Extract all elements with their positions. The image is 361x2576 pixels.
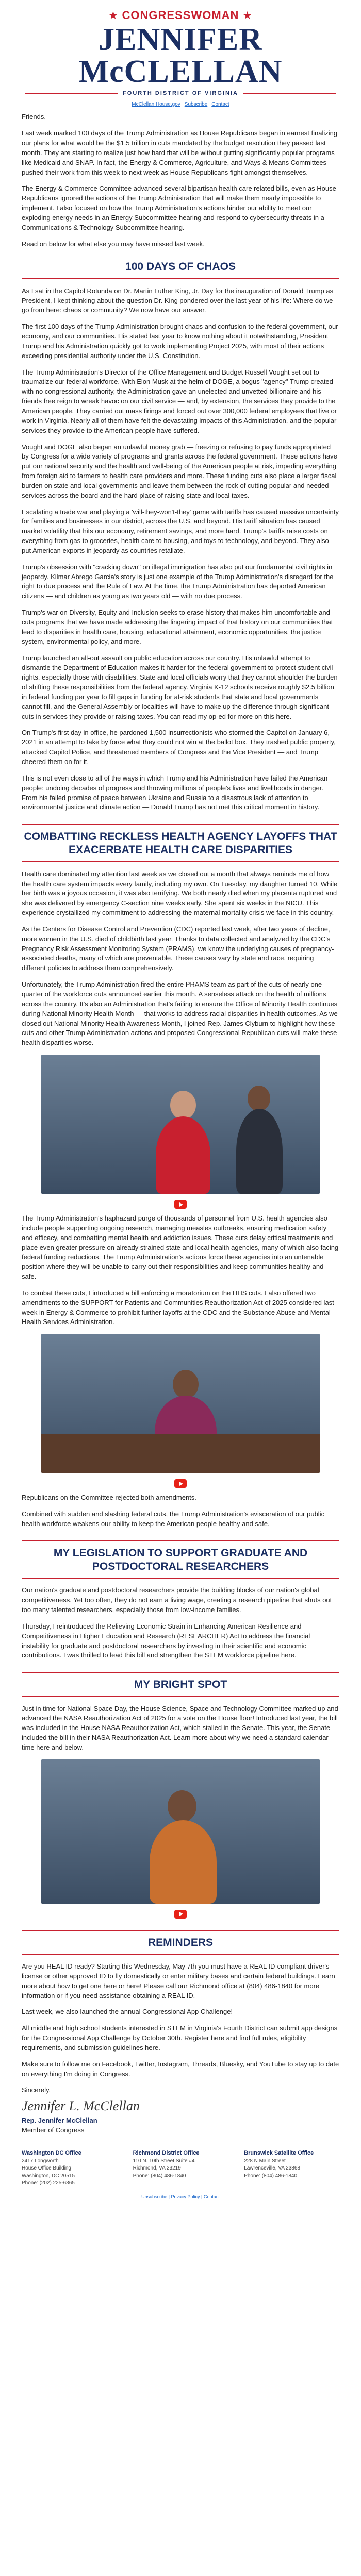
intro-paragraph: The Energy & Commerce Committee advanced several bipartisan health care related bills, even as House Republicans ignored the actions of the Trump Administration that will make them nearly impossible to implement. I also focused on how the Trump Administration's actions hinder our ability to meet our exploding energy needs in an Energy Subcommittee hearing and respond to cybersecurity threats in a Communications & Technology Subcommittee hearing. bbox=[22, 184, 336, 231]
youtube-play-icon[interactable] bbox=[174, 1200, 187, 1209]
video-play-row bbox=[22, 1479, 339, 1488]
committee-hearing-photo[interactable] bbox=[41, 1334, 320, 1473]
paragraph: Are you REAL ID ready? Starting this Wednesday, May 7th you must have a REAL ID-compliant driver's license or other approved ID to fly domestically or enter military bases and certain federal buildings. Learn more about how to get one here or here! Please call our Richmond office at (804) 486-1840 for more information or if you need assistance obtaining a REAL ID. bbox=[22, 1962, 335, 1999]
divider bbox=[25, 93, 118, 94]
intro-paragraph: Read on below for what else you may have missed last week. bbox=[22, 240, 205, 248]
paragraph: As the Centers for Disease Control and Prevention (CDC) reported last week, after two years of decline, more women in the U.S. died of childbirth last year. Thanks to data collected and analyzed by the CDC's Pregnancy Risk Assessment Monitoring System (PRAMS), we know the underlying causes of pregnancy-associated deaths, many of which are preventable. These causes vary by state and race, requiring different policies to address them comprehensively. bbox=[22, 925, 334, 972]
paragraph: Combined with sudden and slashing federal cuts, the Trump Administration's evisceration of our public health workforce weakens our ability to keep the American people healthy and safe. bbox=[22, 1510, 325, 1528]
video-play-row bbox=[22, 1200, 339, 1209]
paragraph: On Trump's first day in office, he pardoned 1,500 insurrectionists who stormed the Capitol on January 6, 2021 in an attempt to take by force what they could not win at the ballot box. They trashed public property, attacked Capitol Police, and threatened members of Congress and the Vice President — and Trump cheered them on for it. bbox=[22, 728, 336, 766]
office-line: Phone: (804) 486-1840 bbox=[244, 2173, 298, 2179]
section-title-bright-spot: MY BRIGHT SPOT bbox=[22, 1672, 339, 1697]
office-richmond bbox=[133, 2149, 228, 2188]
office-title: Washington DC Office bbox=[22, 2149, 81, 2156]
footer-links[interactable]: Unsubscribe | Privacy Policy | Contact bbox=[141, 2194, 220, 2199]
paragraph: The first 100 days of the Trump Administration brought chaos and confusion to the federal government, our economy, and our communities. His stated last year to know nothing about it notwithstanding, President Trump and his Administration quickly got to work implementing Project 2025, with most of their actions exceeding presidential authority under the U.S. Constitution. bbox=[22, 323, 338, 360]
paragraph: The Trump Administration's haphazard purge of thousands of personnel from U.S. health agencies also include people supporting ongoing research, managing measles outbreaks, ensuring medication safety and efficacy, and combatting mental health and addiction issues. These cuts delay critical treatments and place even greater pressure on already strained state and local health agencies, many of which also facing federal funding reductions. The Trump Administration's actions force these agencies into an untenable position where they will be unable to carry out their responsibilities and keep communities healthy and safe. bbox=[22, 1214, 339, 1281]
office-line: 228 N Main Street bbox=[244, 2158, 286, 2164]
intro-paragraph: Last week marked 100 days of the Trump Administration as House Republicans began in earnest finalizing our plans for what would be the $1.5 trillion in cuts mandated by the budget resolution they passed last month. They are starting to realize just how hard that will be without gutting significantly popular programs like Medicaid and SNAP. In fact, the Energy & Commerce, Agriculture, and Ways & Means Committees pushed their work from this week to next week as House Republicans fight amongst themselves. bbox=[22, 129, 338, 176]
closing: Sincerely, bbox=[22, 2086, 51, 2094]
paragraph: Last week, we also launched the annual Congressional App Challenge! bbox=[22, 2008, 233, 2016]
first-name: JENNIFER bbox=[98, 22, 263, 57]
signature: Jennifer L. McClellan bbox=[22, 2098, 140, 2114]
star-icon: ★ bbox=[243, 10, 252, 21]
paragraph: Health care dominated my attention last week as we closed out a month that always reminds me of how the health care system impacts every family, including my own. On Tuesday, my daughter turned 10. While her birth was a joyous occasion, it was also terrifying. We both nearly died when my placenta ruptured and she was delivered by emergency C-section nine weeks early. She spent six weeks in the NICU. This experience crystallized my commitment to addressing the maternal mortality crisis we face in this country. bbox=[22, 870, 338, 917]
greeting: Friends, bbox=[22, 113, 46, 121]
divider bbox=[243, 93, 336, 94]
office-dc bbox=[22, 2149, 117, 2188]
signoff bbox=[22, 2086, 339, 2135]
district-label: FOURTH DISTRICT OF VIRGINIA bbox=[123, 90, 238, 96]
office-brunswick bbox=[244, 2149, 339, 2188]
paragraph: This is not even close to all of the ways in which Trump and his Administration have failed the American people: undoing decades of progress and throwing millions of people's lives and livelihoods in danger. From his failed promise of peace between Ukraine and Russia to a disastrous lack of attention to environmental justice and climate action — Donald Trump has not met this critical moment in history. bbox=[22, 774, 328, 811]
congress-label-row bbox=[22, 7, 339, 24]
office-list bbox=[22, 2144, 339, 2188]
paragraph: Republicans on the Committee rejected both amendments. bbox=[22, 1494, 196, 1502]
bright-spot-photo[interactable] bbox=[41, 1759, 320, 1904]
paragraph: The Trump Administration's Director of the Office Management and Budget Russell Vought set out to traumatize our federal workforce. With Elon Musk at the helm of DOGE, a bogus "agency" Trump created with no congressional authority, the Administration gave an unelected and unvetted billionaire and his friends free reign to wreak havoc on our civil service — and, by extension, the services they provide to the American people. They carried out mass firings and forced out over 300,000 federal employees that live or work in Virginia. Nearly all of them have felt the devastating impacts of this Administration, and the popular services they provide to the American people have suffered. bbox=[22, 368, 337, 434]
video-play-row bbox=[22, 1910, 339, 1919]
section-title-100-days: 100 DAYS OF CHAOS bbox=[22, 260, 339, 279]
paragraph: Trump's war on Diversity, Equity and Inclusion seeks to erase history that makes him uncomfortable and cuts programs that we have made addressing the lingering impact of that history on our communities that lead to disparities in health care, housing, educational attainment, economic opportunities, the justice system, environmental policy, and more. bbox=[22, 608, 333, 646]
congress-label: CONGRESSWOMAN bbox=[122, 9, 239, 22]
subscribe-link[interactable]: Subscribe bbox=[184, 101, 208, 107]
star-icon: ★ bbox=[109, 10, 118, 21]
office-line: 2417 Longworth bbox=[22, 2158, 59, 2164]
signature-title: Member of Congress bbox=[22, 2126, 85, 2134]
paragraph: Thursday, I reintroduced the Relieving Economic Strain in Enhancing American Resilience and Competitiveness in Higher Education and Research (RESEARCHER) Act to address the financial instability for graduate and postdoctoral researchers by investing in their scientific and economic contributions. I was thrilled to lead this bill and strengthen the STEM workforce pipeline here. bbox=[22, 1622, 310, 1659]
press-conference-photo[interactable] bbox=[41, 1055, 320, 1194]
office-line: Washington, DC 20515 bbox=[22, 2173, 75, 2179]
contact-link[interactable]: Contact bbox=[211, 101, 229, 107]
section-title-researcher-legislation: MY LEGISLATION TO SUPPORT GRADUATE AND POSTDOCTORAL RESEARCHERS bbox=[22, 1540, 339, 1579]
signature-name: Rep. Jennifer McClellan bbox=[22, 2116, 97, 2124]
paragraph: Our nation's graduate and postdoctoral researchers provide the building blocks of our nation's global competitiveness. Yet too often, they do not earn a living wage, creating a research pipeline that shuts out too many talented researchers, especially those from low-income families. bbox=[22, 1586, 332, 1614]
paragraph: To combat these cuts, I introduced a bill enforcing a moratorium on the HHS cuts. I also offered two amendments to the SUPPORT for Patients and Communities Reauthorization Act of 2025 considered last week in Energy & Commerce to prohibit further layoffs at the CDC and the Substance Abuse and Mental Health Services Administration. bbox=[22, 1289, 334, 1326]
office-line: Phone: (804) 486-1840 bbox=[133, 2173, 186, 2179]
office-line: Richmond, VA 23219 bbox=[133, 2165, 181, 2172]
website-link[interactable]: McClellan.House.gov bbox=[132, 101, 180, 107]
paragraph: Make sure to follow me on Facebook, Twitter, Instagram, Threads, Bluesky, and YouTube to stay up to date on everything I'm doing in Congress. bbox=[22, 2060, 339, 2078]
paragraph: Trump launched an all-out assault on public education across our country. His unlawful attempt to dismantle the Department of Education makes it harder for the federal government to protect student civil rights, especially those with disabilities. State and local officials worry that they cannot shoulder the burden of shifting these responsibilities from the federal agency. Virginia K-12 schools receive roughly $2.5 billion in federal funding per year to fill gaps in funding for at-risk students that state and local governments cannot fill, and the General Assembly or localities will have to make up the difference through significant cuts in services they provide or raising taxes. You can read my op-ed for more on this here. bbox=[22, 654, 338, 720]
section-title-health-layoffs: COMBATTING RECKLESS HEALTH AGENCY LAYOFFS THAT EXACERBATE HEALTH CARE DISPARITIES bbox=[22, 824, 339, 862]
last-name: McCLELLAN bbox=[78, 54, 283, 89]
office-line: House Office Building bbox=[22, 2165, 71, 2172]
paragraph: Trump's obsession with "cracking down" on illegal immigration has also put our fundamental civil rights in jeopardy. Kilmar Abrego Garcia's story is just one example of the Trump Administration's disregard for the right to due process and the Rule of Law. At the time, the Trump Administration has deported American citizens — and children as young as two years old — with no due process. bbox=[22, 563, 334, 600]
masthead bbox=[22, 0, 339, 112]
youtube-play-icon[interactable] bbox=[174, 1479, 187, 1488]
paragraph: Escalating a trade war and playing a 'will-they-won't-they' game with tariffs has caused massive uncertainty for families and businesses in our district, across the U.S. and beyond. His tariff situation has caused market volatility that hits our economy, retirement savings, and more hard. Trump's tariffs raise costs on everything from gas to groceries, health care to housing, and toys to technology, and beyond. They also put American exports in jeopardy as countries retaliate. bbox=[22, 507, 339, 554]
office-title: Richmond District Office bbox=[133, 2149, 200, 2156]
paragraph: Vought and DOGE also began an unlawful money grab — freezing or refusing to pay funds appropriated by Congress for a wide variety of programs and grants across the federal government. These actions have put our national security and the health and well-being of the American people at risk, impeding everything from foreign aid to farmers to health care providers and more. These funding cuts also place a larger fiscal burden on state and local governments and leave them between the rock of cutting popular and needed services across the board and the hard place of raising state and local taxes. bbox=[22, 443, 337, 499]
office-title: Brunswick Satellite Office bbox=[244, 2149, 314, 2156]
section-title-reminders: REMINDERS bbox=[22, 1930, 339, 1955]
paragraph: Just in time for National Space Day, the House Science, Space and Technology Committee marked up and advanced the NASA Reauthorization Act of 2025 for a vote on the House floor! Introduced last year, the bill was included in the House NASA Reauthorization Act, which stalled in the Senate. This year, the Senate included the bill in their NASA Reauthorization Act. Learn more about why we need a standard calendar time here and below. bbox=[22, 1704, 338, 1751]
paragraph: As I sat in the Capitol Rotunda on Dr. Martin Luther King, Jr. Day for the inauguration of Donald Trump as President, I kept thinking about the question Dr. King pondered over the last year of his life: Where do we go from here: chaos or community? We now have our answer. bbox=[22, 286, 334, 314]
paragraph: Unfortunately, the Trump Administration fired the entire PRAMS team as part of the cuts of nearly one quarter of the workforce cuts announced earlier this month. A senseless attack on the health of millions across the country. It's also an Administration that's failing to ensure the Office of Minority Health continues during National Minority Health Month — that works to address racial disparities in health outcomes. As we closed out National Minority Health Awareness Month, I joined Rep. James Clyburn to highlight how these cuts and other Trump Administration actions and proposed Congressional Republican cuts will make these health disparities worse. bbox=[22, 980, 338, 1047]
office-line: 110 N. 10th Street Suite #4 bbox=[133, 2158, 195, 2164]
header-links bbox=[22, 101, 339, 109]
office-line: Lawrenceville, VA 23868 bbox=[244, 2165, 300, 2172]
district-row bbox=[22, 90, 339, 98]
youtube-play-icon[interactable] bbox=[174, 1910, 187, 1919]
office-line: Phone: (202) 225-6365 bbox=[22, 2180, 75, 2187]
paragraph: All middle and high school students interested in STEM in Virginia's Fourth District can submit app designs for the Congressional App Challenge by October 30th. Register here and find full rules, eligibility requirements, and submission guidelines here. bbox=[22, 2024, 338, 2052]
section-body-100-days bbox=[22, 286, 339, 813]
